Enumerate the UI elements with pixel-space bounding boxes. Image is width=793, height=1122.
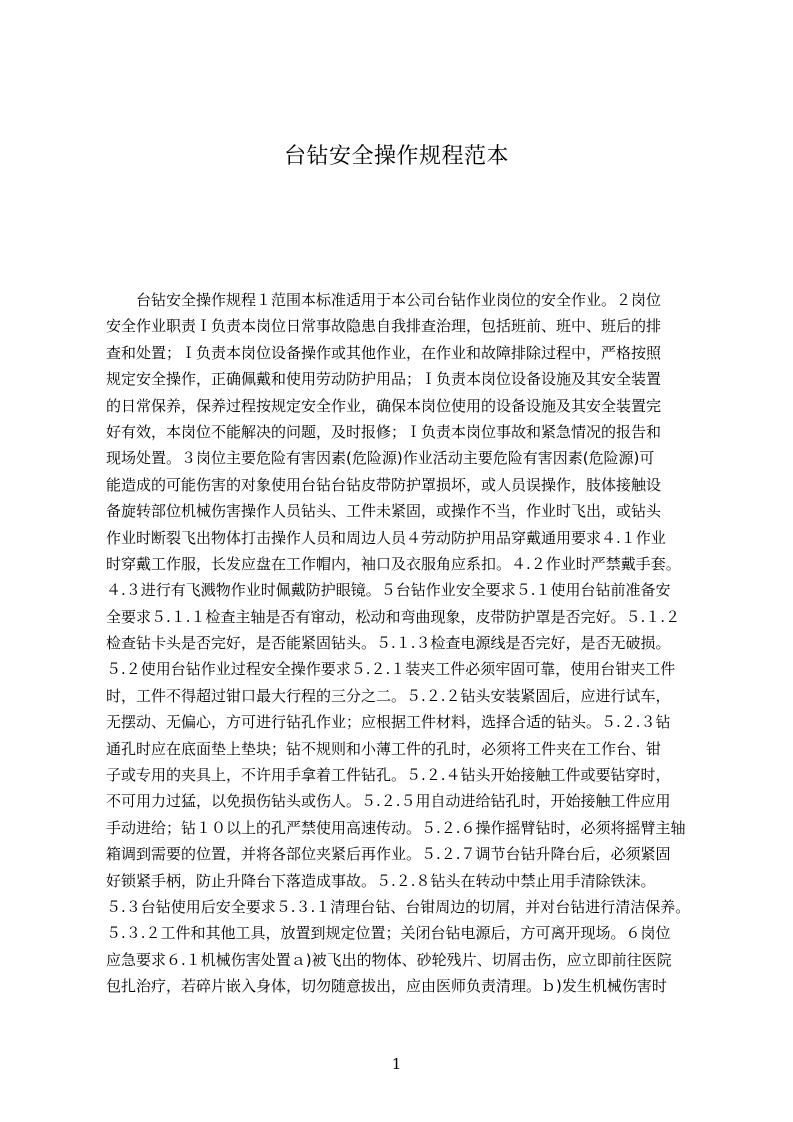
text-line: 安全作业职责Ｉ负责本岗位日常事故隐患自我排查治理，包括班前、班中、班后的排: [106, 317, 662, 336]
text-line: ４.３进行有飞溅物作业时佩戴防护眼镜。５台钻作业安全要求５.１使用台钻前准备安: [106, 581, 671, 600]
text-line: 台钻安全操作规程１范围本标准适用于本公司台钻作业岗位的安全作业。２岗位: [106, 291, 662, 309]
text-line: 不可用力过猛，以免损伤钻头或伤人。５.２.５用自动进给钻孔时，开始接触工件应用: [106, 792, 671, 811]
text-line: 应急要求６.１机械伤害处置ａ)被飞出的物体、砂轮残片、切屑击伤，应立即前往医院: [106, 950, 672, 969]
text-line: 通孔时应在底面垫上垫块；钻不规则和小薄工件的孔时，必须将工件夹在工作台、钳: [106, 739, 662, 758]
text-line: 无摆动、无偏心，方可进行钻孔作业；应根据工件材料，选择合适的钻头。５.２.３钻: [106, 713, 671, 732]
text-line: 好有效，本岗位不能解决的问题，及时报修；Ｉ负责本岗位事故和紧急情况的报告和: [106, 422, 662, 441]
text-line: 能造成的可能伤害的对象使用台钻台钻皮带防护罩损坏，或人员误操作，肢体接触设: [106, 475, 662, 494]
text-line: 备旋转部位机械伤害操作人员钻头、工件未紧固，或操作不当，作业时飞出，或钻头: [106, 502, 662, 521]
text-line: 手动进给；钻１０以上的孔严禁使用高速传动。５.２.６操作摇臂钻时，必须将摇臂主轴: [106, 818, 686, 837]
text-line: 的日常保养，保养过程按规定安全作业，确保本岗位使用的设备设施及其安全装置完: [106, 396, 662, 415]
text-line: ５.３.２工件和其他工具，放置到规定位置；关闭台钻电源后，方可离开现场。６岗位: [106, 924, 671, 943]
text-line: ５.３台钻使用后安全要求５.３.１清理台钻、台钳周边的切屑，并对台钻进行清洁保养。: [106, 897, 691, 916]
text-line: 查和处置；Ｉ负责本岗位设备操作或其他作业，在作业和故障排除过程中，严格按照: [106, 343, 662, 362]
text-line: 现场处置。３岗位主要危险有害因素(危险源)作业活动主要危险有害因素(危险源)可: [106, 449, 655, 468]
text-line: 好锁紧手柄，防止升降台下落造成事故。５.２.８钻头在转动中禁止用手清除铁沫。: [106, 871, 656, 890]
text-line: 规定安全操作，正确佩戴和使用劳动防护用品；Ｉ负责本岗位设备设施及其安全装置: [106, 370, 662, 389]
text-line: 子或专用的夹具上，不许用手拿着工件钻孔。５.２.４钻头开始接触工件或要钻穿时，: [106, 766, 671, 785]
text-line: ５.２使用台钻作业过程安全操作要求５.２.１装夹工件必须牢固可靠，使用台钳夹工件: [106, 660, 676, 679]
text-line: 时，工件不得超过钳口最大行程的三分之二。５.２.２钻头安装紧固后，应进行试车，: [106, 686, 671, 705]
text-line: 作业时断裂飞出物体打击操作人员和周边人员４劳动防护用品穿戴通用要求４.１作业: [106, 528, 666, 547]
page-title: 台钻安全操作规程范本: [283, 144, 509, 169]
text-line: 检查钻卡头是否完好，是否能紧固钻头。５.１.３检查电源线是否完好，是否无破损。: [106, 634, 671, 653]
body-paragraph: [106, 287, 697, 1047]
text-line: 全要求５.１.１检查主轴是否有窜动，松动和弯曲现象，皮带防护罩是否完好。５.１.２: [106, 607, 681, 626]
page-number: 1: [391, 1055, 402, 1073]
text-line: 箱调到需要的位置，并将各部位夹紧后再作业。５.２.７调节台钻升降台后，必须紧固: [106, 845, 671, 864]
text-line: 包扎治疗，若碎片嵌入身体，切勿随意拔出，应由医师负责清理。ｂ)发生机械伤害时: [106, 977, 667, 996]
text-line: 时穿戴工作服，长发应盘在工作帽内，袖口及衣服角应系扣。４.２作业时严禁戴手套。: [106, 554, 681, 573]
